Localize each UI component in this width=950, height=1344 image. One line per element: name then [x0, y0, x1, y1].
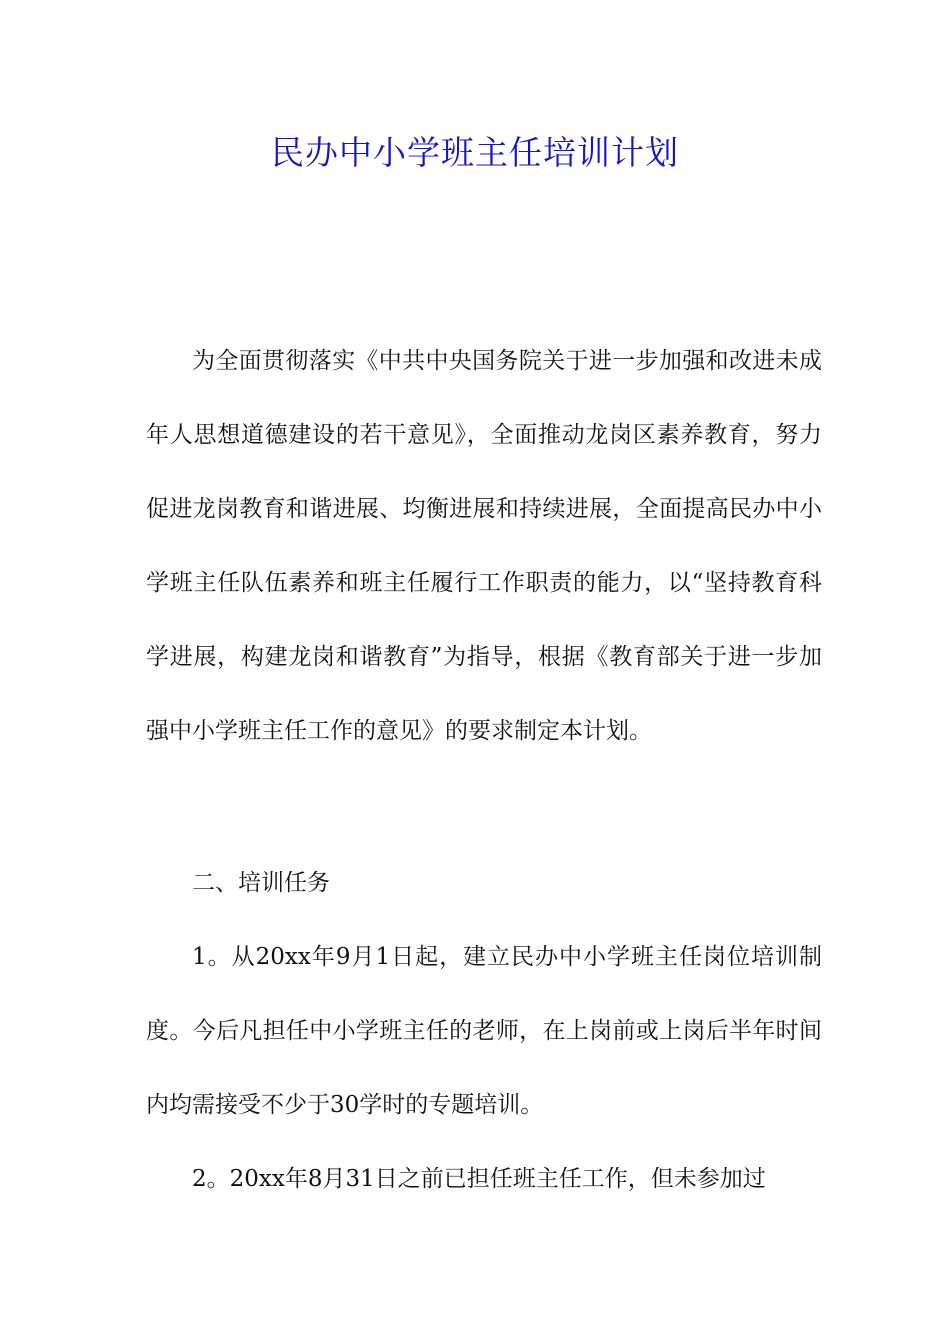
paragraph-intro [146, 324, 822, 768]
document-title: 民办中小学班主任培训计划 [271, 133, 679, 172]
section-heading-training-tasks [146, 846, 822, 920]
section-heading-text: 二、培训任务 [192, 870, 330, 896]
paragraph-item-1 [146, 920, 822, 1142]
paragraph-text: 为全面贯彻落实《中共中央国务院关于进一步加强和改进未成年人思想道德建设的若干意见》，全面推动龙岗区素养教育，努力促进龙岗教育和谐进展、均衡进展和持续进展，全面提高民办中小学班主任队伍素养和班主任履行工作职责的能力，以“坚持教育科学进展，构建龙岗和谐教育”为指导，根据《教育部关于进一步加强中小学班主任工作的意见》的要求制定本计划。 [146, 348, 822, 744]
paragraph-text: 1。从20xx年9月1日起，建立民办中小学班主任岗位培训制度。今后凡担任中小学班主任的老师，在上岗前或上岗后半年时间内均需接受不少于30学时的专题培训。 [146, 944, 822, 1118]
paragraph-text: 2。20xx年8月31日之前已担任班主任工作，但未参加过 [192, 1166, 766, 1192]
paragraph-item-2 [146, 1142, 822, 1216]
